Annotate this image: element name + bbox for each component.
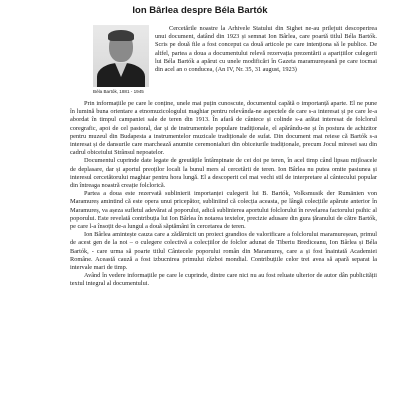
paragraph: Prin informațiile pe care le conține, unele mai puțin cunoscute, documentul capătă o importanță aparte. El ne pune în lumină buna orientare a etnomuzicologului maghiar pentru relevânda-ne aspectele de care s-a interesat și pe care le-a abordat în timpul campaniei sale de teren din 1913. În afară de cântece și colinde s-a arătat interesat de folclorul coregrafic, apoi de cel pastoral, dar și de instrumentele populare tradiționale, el apărându-ne și în postura de achizitor pentru muzeul din Budapesta a instrumentelor muzicale tradiționale de sufat. Din document mai reiese că Bartók s-a interesat și de dansurile care marchează anumite ceremonialuri din obiceiurile tradiționale, precum Jocul miresei sau din cadrul obiceiului Strânsul nepoatelor. [70, 100, 377, 157]
body-text [70, 100, 377, 289]
paragraph: Cercetările noastre la Arhivele Statului din Sighet ne-au prilejuit descoperirea unui document, datând din 1923 și semnat Ion Bârlea, care poartă titlul Béla Bartók. Scris pe două file a fost conceput ca două articole pe care intenționa să le publice. De altfel, partea a doua a documentului relevă rezervația prezentării a aparițiilor culegerii lui Béla Bartók a apărut cu unele modificări în Gazeta maramureșeană pe care tocmai din acel an o conducea, (An IV, Nr. 35, 31 august, 1923) [155, 25, 377, 74]
paragraph: Ion Bârlea amintește cauza care a zădărnicit un proiect grandios de valorificare a folclorului maramureșean, primul de acest gen de la noi – o culegere colectivă a colecțiilor de folclor adunat de Tiberiu Brediceanu, Ion Bârlea și Béla Bartók, - care urma să poarte titlul Cântecele poporului român din Maramureș, care a și fost înaintată Academiei Române. Această cauză a fost izbucnirea primului război mondial. Contribuțiile celor trei avea să apară separat la intervale mari de timp. [70, 231, 377, 272]
intro-column [155, 25, 377, 74]
photo-caption: Béla Bartók, 1881 - 1945 [93, 89, 144, 94]
paragraph: Având în vedere informațiile pe care le cuprinde, dintre care nici nu au fost reluate ulterior de autor dân publicității textul integral al documentului. [70, 272, 377, 288]
page-title: Ion Bârlea despre Béla Bartók [132, 5, 268, 16]
paragraph: Partea a doua este rezervată sublinierii importanței culegerii lui B. Bartók, Volksmusik der Rumänien von Maramureș amintind că este opera unui pricepător, subliniind că colecția aceasta, pe lângă colecțiile apărute anterior în Maramureș, va așeza sufletul adevărat al poporului, adică sublinierea aportului folclorului în revelarea factorului psihic al poporului. Este revelată contribuția lui Ion Bârlea în notarea textelor, precizie adusare din gura țăranului de către Bartók, pe care l-a însoțit de-a lungul a două săptămâni în cercetarea de teren. [70, 190, 377, 231]
portrait-figure [93, 25, 149, 94]
paragraph: Documentul cuprinde date legate de greutățile întâmpinate de cei doi pe teren, în acel timp când lipsau mijloacele de deplasare, dar și aportul preoților locali la bunul mers al cercetării de teren. Ion Bârlea nu putea omite pasiunea și interesul cercetătorului maghiar pentru hora lungă. El a descoperit cel mai vechi stil de interpretare al cântecului popular din întreaga noastră creație folclorică. [70, 157, 377, 190]
portrait-photo [93, 25, 149, 87]
